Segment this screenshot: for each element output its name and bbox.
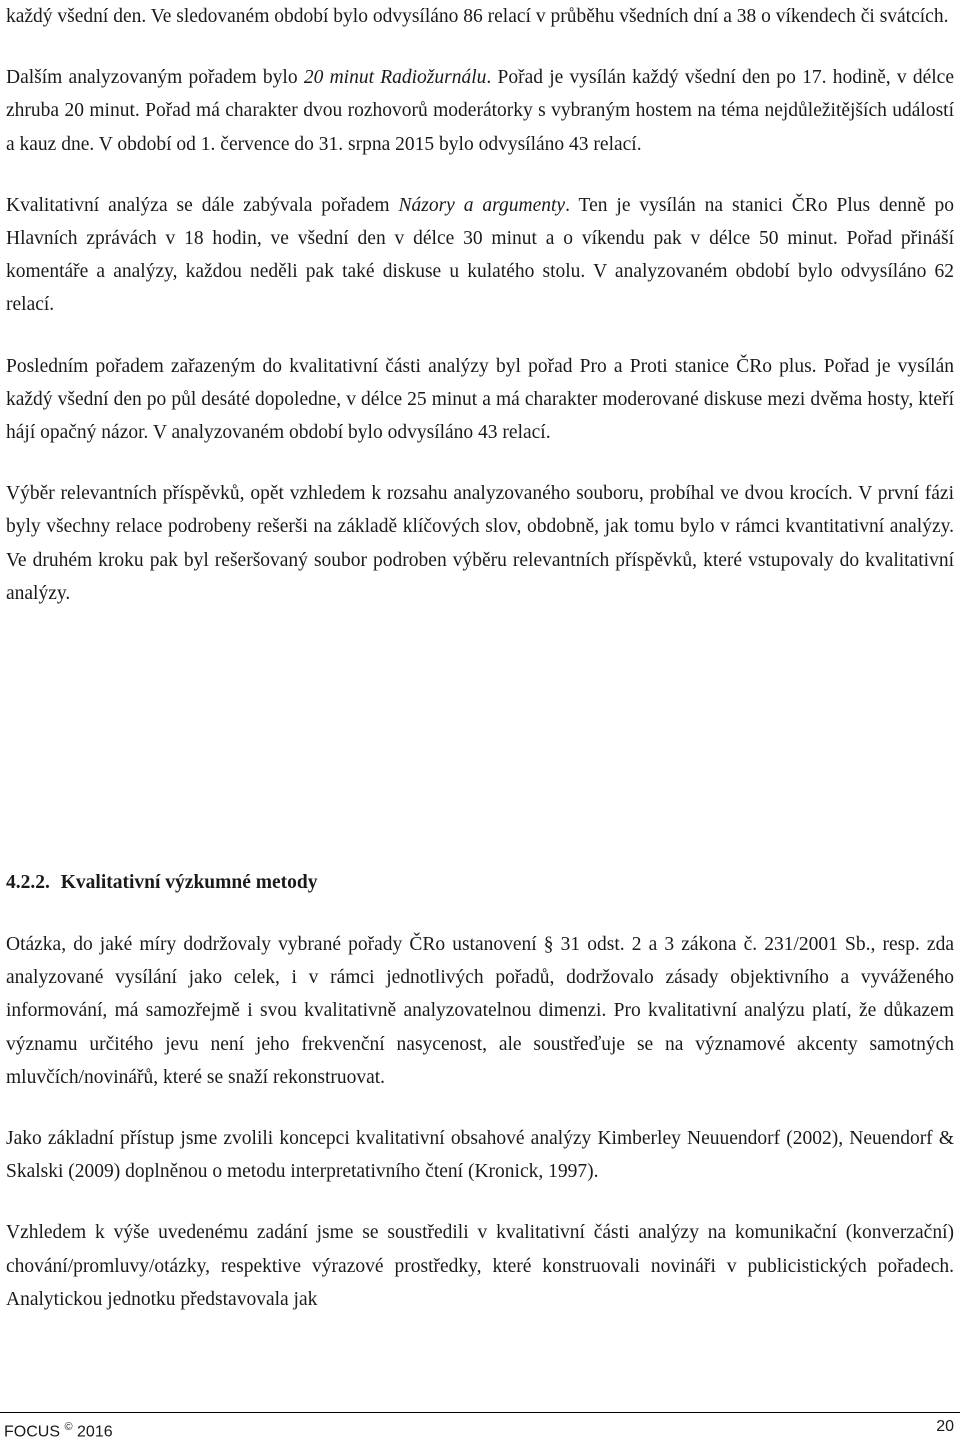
paragraph bbox=[6, 928, 954, 1094]
paragraph-text: . Pořad je vysílán každý všední den po 17. hodině, v délce zhruba 20 minut. Pořad má charakter dvou rozhovorů moderátorky s vybraným hostem na téma nejdůležitějších událostí a kauz dne. V období od 1. července do 31. srpna 2015 bylo odvysíláno 43 relací. bbox=[6, 67, 954, 155]
paragraph-text: . Ten je vysílán na stanici ČRo Plus denně po Hlavních zprávách v 18 hodin, ve všední den v délce 30 minut a o víkendu pak v délce 50 minut. Pořad přináší komentáře a analýzy, každou neděli pak také diskuse u kulatého stolu. V analyzovaném období bylo odvysíláno 62 relací. bbox=[6, 194, 954, 316]
program-title: Názory a argumenty bbox=[398, 194, 566, 216]
document-body-top bbox=[6, 0, 954, 638]
paragraph-text: Jako základní přístup jsme zvolili koncepci kvalitativní obsahové analýzy Kimberley Neuuendorf (2002), Neuendorf & Skalski (2009) doplněnou o metodu interpretativního čtení (Kronick, 1997). bbox=[6, 1128, 954, 1183]
paragraph-text: Výběr relevantních příspěvků, opět vzhledem k rozsahu analyzovaného souboru, probíhal ve dvou krocích. V první fázi byly všechny relace podrobeny rešerši na základě klíčových slov, obdobně, jak tomu bylo v rámci kvantitativní analýzy. Ve druhém kroku pak byl rešeršovaný soubor podroben výběru relevantních příspěvků, které vstupovaly do kvalitativní analýzy. bbox=[6, 483, 954, 604]
paragraph-text: Vzhledem k výše uvedenému zadání jsme se soustředili v kvalitativní části analýzy na komunikační (konverzační) chování/promluvy/otázky, respektive výrazové prostředky, které konstruovali novináři v publicistických pořadech. Analytickou jednotku představovala jak bbox=[6, 1222, 954, 1310]
paragraph-text: Otázka, do jaké míry dodržovaly vybrané pořady ČRo ustanovení § 31 odst. 2 a 3 zákona č. 231/2001 Sb., resp. zda analyzované vysílání jako celek, i v rámci jednotlivých pořadů, dodržovalo zásady objektivního a vyváženého informování, má samozřejmě i svou kvalitativně analyzovatelnou dimenzi. Pro kvalitativní analýzu platí, že důkazem významu určitého jevu není jeho frekvenční nasycenost, ale soustřeďuje se na významové akcenty samotných mluvčích/novinářů, které se snaží rekonstruovat. bbox=[6, 934, 954, 1088]
paragraph-text: Kvalitativní analýza se dále zabývala pořadem bbox=[6, 194, 399, 216]
section-heading bbox=[6, 866, 318, 899]
paragraph-text: Posledním pořadem zařazeným do kvalitativní části analýzy byl pořad Pro a Proti stanice ČRo plus. Pořad je vysílán každý všední den po půl desáté dopoledne, v délce 25 minut a má charakter moderované diskuse mezi dvěma hosty, kteří hájí opačný názor. V analyzovaném období bylo odvysíláno 43 relací. bbox=[6, 355, 954, 444]
section-number: 4.2.2. bbox=[6, 872, 50, 893]
paragraph bbox=[6, 189, 954, 322]
footer-year: 2016 bbox=[77, 1423, 113, 1441]
paragraph-text: každý všední den. Ve sledovaném období bylo odvysíláno 86 relací v průběhu všedních dní a 38 o víkendech či svátcích. bbox=[6, 6, 949, 27]
paragraph bbox=[6, 1216, 954, 1316]
paragraph bbox=[6, 0, 954, 33]
footer-brand: FOCUS bbox=[4, 1423, 60, 1441]
document-body-bottom bbox=[6, 928, 954, 1344]
footer-label bbox=[4, 1417, 113, 1442]
paragraph bbox=[6, 61, 954, 161]
page-number: 20 bbox=[936, 1418, 954, 1435]
paragraph bbox=[6, 477, 954, 610]
page-footer bbox=[0, 1412, 960, 1441]
program-title: 20 minut Radiožurnálu bbox=[303, 67, 487, 89]
section-title: Kvalitativní výzkumné metody bbox=[60, 872, 318, 893]
paragraph bbox=[6, 350, 954, 450]
copyright-icon: © bbox=[64, 1421, 73, 1433]
paragraph bbox=[6, 1122, 954, 1188]
paragraph-text: Dalším analyzovaným pořadem bylo bbox=[6, 67, 304, 89]
